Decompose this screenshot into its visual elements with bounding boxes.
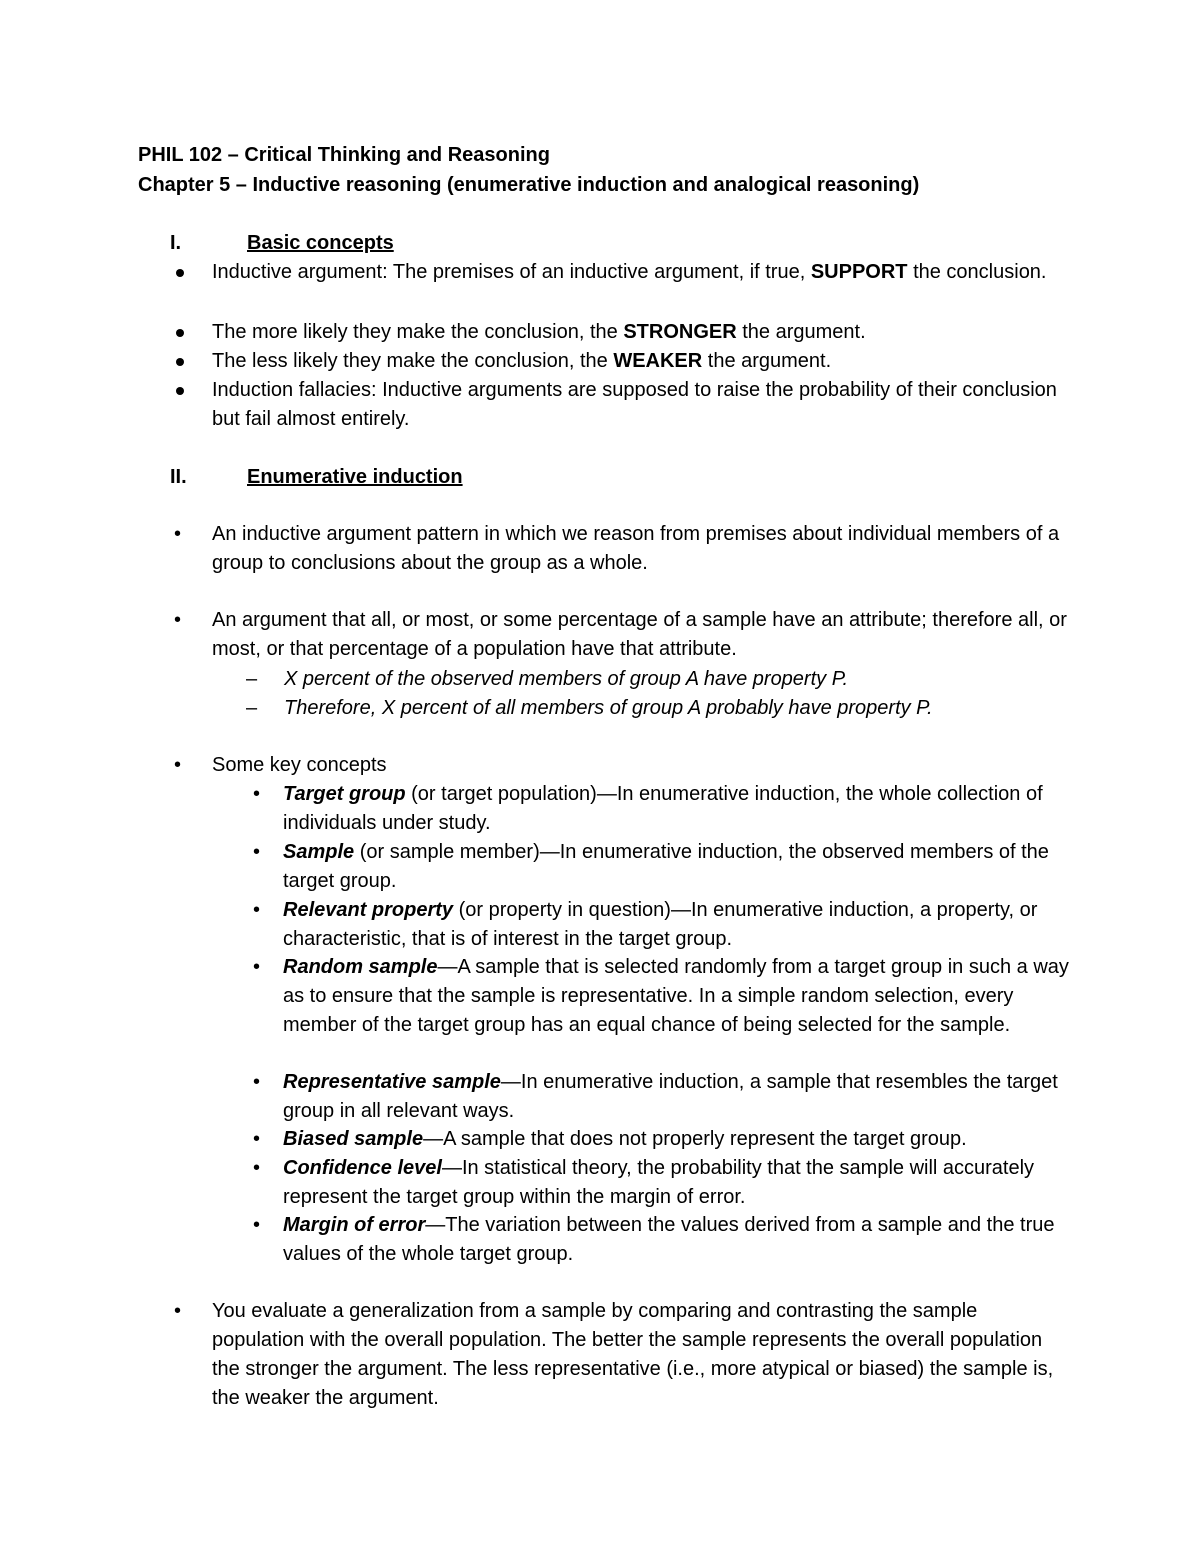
concept-item: • Margin of error—The variation between the values derived from a sample and the true values of the whole target group. bbox=[283, 1211, 1073, 1269]
list-item: • An argument that all, or most, or some percentage of a sample have an attribute; therefore all, or most, or that percentage of a population have that attribute. bbox=[212, 606, 1072, 664]
section-heading-basic-concepts bbox=[170, 232, 394, 255]
dash-item: – Therefore, X percent of all members of group A probably have property P. bbox=[284, 694, 933, 723]
bullet-icon: • bbox=[253, 1128, 261, 1150]
bullet-dot-icon bbox=[176, 329, 184, 337]
bullet-dot-icon bbox=[176, 387, 184, 395]
bullet-icon: • bbox=[253, 956, 261, 978]
bullet-icon: • bbox=[253, 899, 261, 921]
concept-item: • Random sample—A sample that is selected randomly from a target group in such a way as to ensure that the sample is representative. In a simple random selection, every member of the target group has an equal chance of being selected for the sample. bbox=[283, 953, 1073, 1040]
section-numeral: II. bbox=[170, 466, 187, 488]
course-title: PHIL 102 – Critical Thinking and Reasoning bbox=[138, 144, 550, 166]
concept-item: • Biased sample—A sample that does not properly represent the target group. bbox=[283, 1125, 1073, 1154]
list-item: Inductive argument: The premises of an inductive argument, if true, SUPPORT the conclusion. bbox=[212, 258, 1072, 287]
bullet-dot-icon bbox=[176, 269, 184, 277]
list-item: The less likely they make the conclusion, the WEAKER the argument. bbox=[212, 347, 1072, 376]
dash-icon: – bbox=[246, 668, 258, 690]
bullet-icon: • bbox=[174, 523, 182, 545]
list-item: Induction fallacies: Inductive arguments are supposed to raise the probability of their conclusion but fail almost entirely. bbox=[212, 376, 1072, 434]
bullet-icon: • bbox=[174, 1300, 182, 1322]
dash-icon: – bbox=[246, 697, 258, 719]
concept-item: • Relevant property (or property in question)—In enumerative induction, a property, or characteristic, that is of interest in the target group. bbox=[283, 896, 1073, 954]
bullet-icon: • bbox=[253, 841, 261, 863]
dash-item: – X percent of the observed members of group A have property P. bbox=[284, 665, 848, 694]
bullet-icon: • bbox=[253, 1071, 261, 1093]
section-heading-enumerative-induction bbox=[170, 466, 463, 489]
bullet-icon: • bbox=[174, 754, 182, 776]
concept-item: • Target group (or target population)—In enumerative induction, the whole collection of individuals under study. bbox=[283, 780, 1073, 838]
section-title: Basic concepts bbox=[247, 232, 394, 254]
chapter-title: Chapter 5 – Inductive reasoning (enumerative induction and analogical reasoning) bbox=[138, 174, 920, 196]
concept-item: • Representative sample—In enumerative induction, a sample that resembles the target group in all relevant ways. bbox=[283, 1068, 1073, 1126]
list-item: The more likely they make the conclusion, the STRONGER the argument. bbox=[212, 318, 1072, 347]
concept-term: Target group bbox=[283, 783, 406, 805]
concept-term: Random sample bbox=[283, 956, 438, 978]
bullet-icon: • bbox=[253, 1157, 261, 1179]
bullet-dot-icon bbox=[176, 358, 184, 366]
concept-term: Biased sample bbox=[283, 1128, 424, 1150]
concept-term: Relevant property bbox=[283, 899, 454, 921]
list-item: • An inductive argument pattern in which we reason from premises about individual members of a group to conclusions about the group as a whole. bbox=[212, 520, 1072, 578]
section-title: Enumerative induction bbox=[247, 466, 463, 488]
concept-term: Representative sample bbox=[283, 1071, 501, 1093]
bullet-icon: • bbox=[253, 783, 261, 805]
bullet-icon: • bbox=[174, 609, 182, 631]
list-item: • You evaluate a generalization from a sample by comparing and contrasting the sample population with the overall population. The better the sample represents the overall population the stronger the argument. The less representative (i.e., more atypical or biased) the sample is, the weaker the argument. bbox=[212, 1297, 1072, 1413]
concept-item: • Confidence level—In statistical theory, the probability that the sample will accurately represent the target group within the margin of error. bbox=[283, 1154, 1073, 1212]
concept-term: Confidence level bbox=[283, 1157, 442, 1179]
concept-item: • Sample (or sample member)—In enumerative induction, the observed members of the target group. bbox=[283, 838, 1073, 896]
list-item: • Some key concepts bbox=[212, 751, 1072, 780]
concept-term: Margin of error bbox=[283, 1214, 426, 1236]
concept-term: Sample bbox=[283, 841, 355, 863]
section-numeral: I. bbox=[170, 232, 182, 254]
bullet-icon: • bbox=[253, 1214, 261, 1236]
